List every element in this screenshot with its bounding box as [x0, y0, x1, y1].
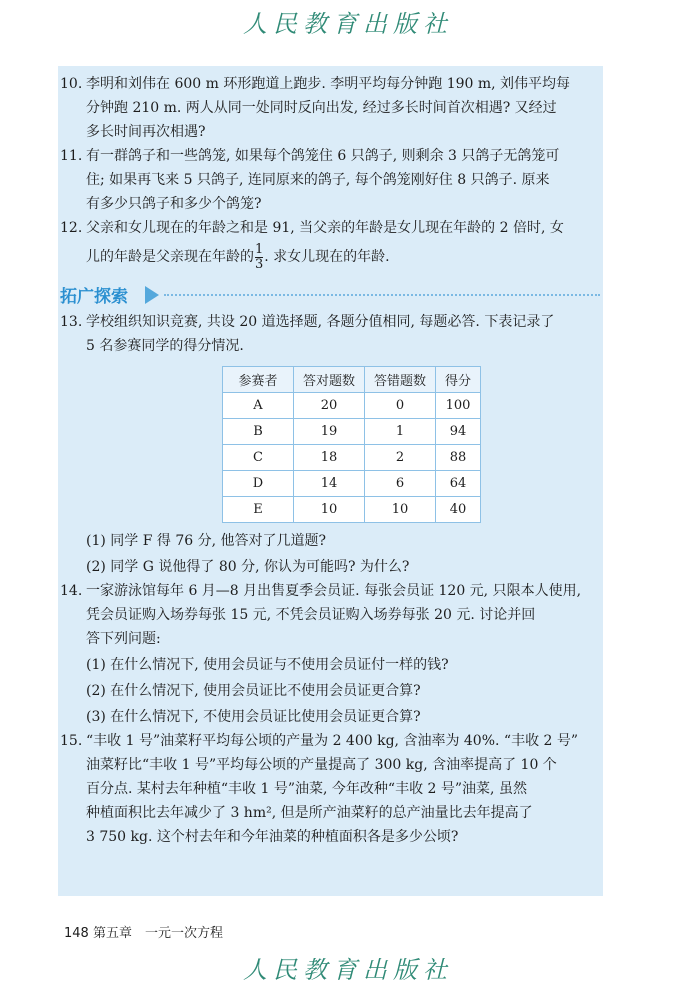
- table-cell: B: [223, 419, 294, 445]
- score-table: [222, 366, 481, 523]
- table-cell: 94: [436, 419, 481, 445]
- problem-number: 12.: [60, 220, 83, 236]
- problem-number: 11.: [60, 148, 83, 164]
- problem-line: 住; 如果再飞来 5 只鸽子, 连同原来的鸽子, 每个鸽笼刚好住 8 只鸽子. 原来: [86, 172, 550, 188]
- exercise-content: [60, 72, 602, 849]
- table-cell: 10: [365, 497, 436, 523]
- table-cell: 6: [365, 471, 436, 497]
- table-cell: 19: [294, 419, 365, 445]
- problem-line: 答下列问题:: [86, 631, 161, 647]
- problem-15: [60, 729, 602, 849]
- column-header: 参赛者: [223, 367, 294, 393]
- table-cell: 1: [365, 419, 436, 445]
- table-row: [223, 393, 481, 419]
- fraction: [255, 243, 263, 272]
- problem-11: [60, 144, 602, 216]
- problem-line: 有多少只鸽子和多少个鸽笼?: [86, 196, 262, 212]
- section-title: 拓广探索: [60, 287, 128, 307]
- page-footer: [64, 922, 223, 941]
- publisher-logo-top: 人民教育出版社: [243, 10, 453, 38]
- column-header: 答对题数: [294, 367, 365, 393]
- section-header: [60, 278, 602, 308]
- table-row: [223, 445, 481, 471]
- problem-line: 5 名参赛同学的得分情况.: [86, 338, 244, 354]
- table-header-row: [223, 367, 481, 393]
- sub-question: (3) 在什么情况下, 不使用会员证比使用会员证更合算?: [86, 709, 421, 725]
- problem-line: 种植面积比去年减少了 3 hm², 但是所产油菜籽的总产油量比去年提高了: [86, 805, 533, 821]
- problem-line: “丰收 1 号”油菜籽平均每公顷的产量为 2 400 kg, 含油率为 40%. “丰收 2 号”: [86, 733, 579, 749]
- table-cell: 0: [365, 393, 436, 419]
- table-cell: 88: [436, 445, 481, 471]
- section-divider: [164, 294, 600, 296]
- column-header: 答错题数: [365, 367, 436, 393]
- problem-line: 凭会员证购入场券每张 15 元, 不凭会员证购入场券每张 20 元. 讨论并回: [86, 607, 536, 623]
- problem-12: [60, 216, 602, 274]
- problem-line: 多长时间再次相遇?: [86, 124, 206, 140]
- chapter-label: 第五章 一元一次方程: [92, 926, 223, 941]
- sub-question: (2) 在什么情况下, 使用会员证比不使用会员证更合算?: [86, 683, 421, 699]
- problem-line: 有一群鸽子和一些鸽笼, 如果每个鸽笼住 6 只鸽子, 则剩余 3 只鸽子无鸽笼可: [86, 148, 560, 164]
- table-cell: 18: [294, 445, 365, 471]
- problem-line: 3 750 kg. 这个村去年和今年油菜的种植面积各是多少公顷?: [86, 829, 459, 845]
- page-number: 148: [64, 926, 89, 941]
- section-arrow-icon: [145, 286, 159, 304]
- problem-line: 分钟跑 210 m. 两人从同一处同时反向出发, 经过多长时间首次相遇? 又经过: [86, 100, 557, 116]
- sub-question: (1) 在什么情况下, 使用会员证与不使用会员证付一样的钱?: [86, 657, 449, 673]
- fraction-denominator: 3: [255, 256, 264, 272]
- table-cell: 40: [436, 497, 481, 523]
- sub-question: (2) 同学 G 说他得了 80 分, 你认为可能吗? 为什么?: [86, 559, 410, 575]
- table-cell: 20: [294, 393, 365, 419]
- problem-text: 儿的年龄是父亲现在年龄的: [86, 249, 254, 265]
- column-header: 得分: [436, 367, 481, 393]
- table-cell: 64: [436, 471, 481, 497]
- problem-14: [60, 579, 602, 651]
- table-cell: 2: [365, 445, 436, 471]
- problem-number: 10.: [60, 76, 83, 92]
- problem-number: 13.: [60, 314, 83, 330]
- problem-10: [60, 72, 602, 144]
- problem-number: 14.: [60, 583, 83, 599]
- table-cell: A: [223, 393, 294, 419]
- problem-line: 父亲和女儿现在的年龄之和是 91, 当父亲的年龄是女儿现在年龄的 2 倍时, 女: [86, 220, 564, 236]
- table-cell: D: [223, 471, 294, 497]
- publisher-logo-bottom: 人民教育出版社: [243, 956, 453, 984]
- problem-line-with-fraction: [86, 240, 602, 274]
- table-cell: 14: [294, 471, 365, 497]
- table-cell: E: [223, 497, 294, 523]
- fraction-numerator: 1: [255, 241, 264, 257]
- sub-question: (1) 同学 F 得 76 分, 他答对了几道题?: [86, 533, 327, 549]
- problem-13: [60, 310, 602, 358]
- table-cell: C: [223, 445, 294, 471]
- problem-line: 李明和刘伟在 600 m 环形跑道上跑步. 李明平均每分钟跑 190 m, 刘伟平均每: [86, 76, 571, 92]
- problem-line: 一家游泳馆每年 6 月—8 月出售夏季会员证. 每张会员证 120 元, 只限本人使用,: [86, 583, 582, 599]
- table-row: [223, 497, 481, 523]
- problem-line: 学校组织知识竞赛, 共设 20 道选择题, 各题分值相同, 每题必答. 下表记录了: [86, 314, 555, 330]
- problem-line: 百分点. 某村去年种植“丰收 1 号”油菜, 今年改种“丰收 2 号”油菜, 虽然: [86, 781, 527, 797]
- table-row: [223, 419, 481, 445]
- problem-number: 15.: [60, 733, 83, 749]
- table-row: [223, 471, 481, 497]
- problem-line: 油菜籽比“丰收 1 号”平均每公顷的产量提高了 300 kg, 含油率提高了 10 个: [86, 757, 557, 773]
- table-cell: 10: [294, 497, 365, 523]
- problem-text: . 求女儿现在的年龄.: [264, 249, 390, 265]
- table-cell: 100: [436, 393, 481, 419]
